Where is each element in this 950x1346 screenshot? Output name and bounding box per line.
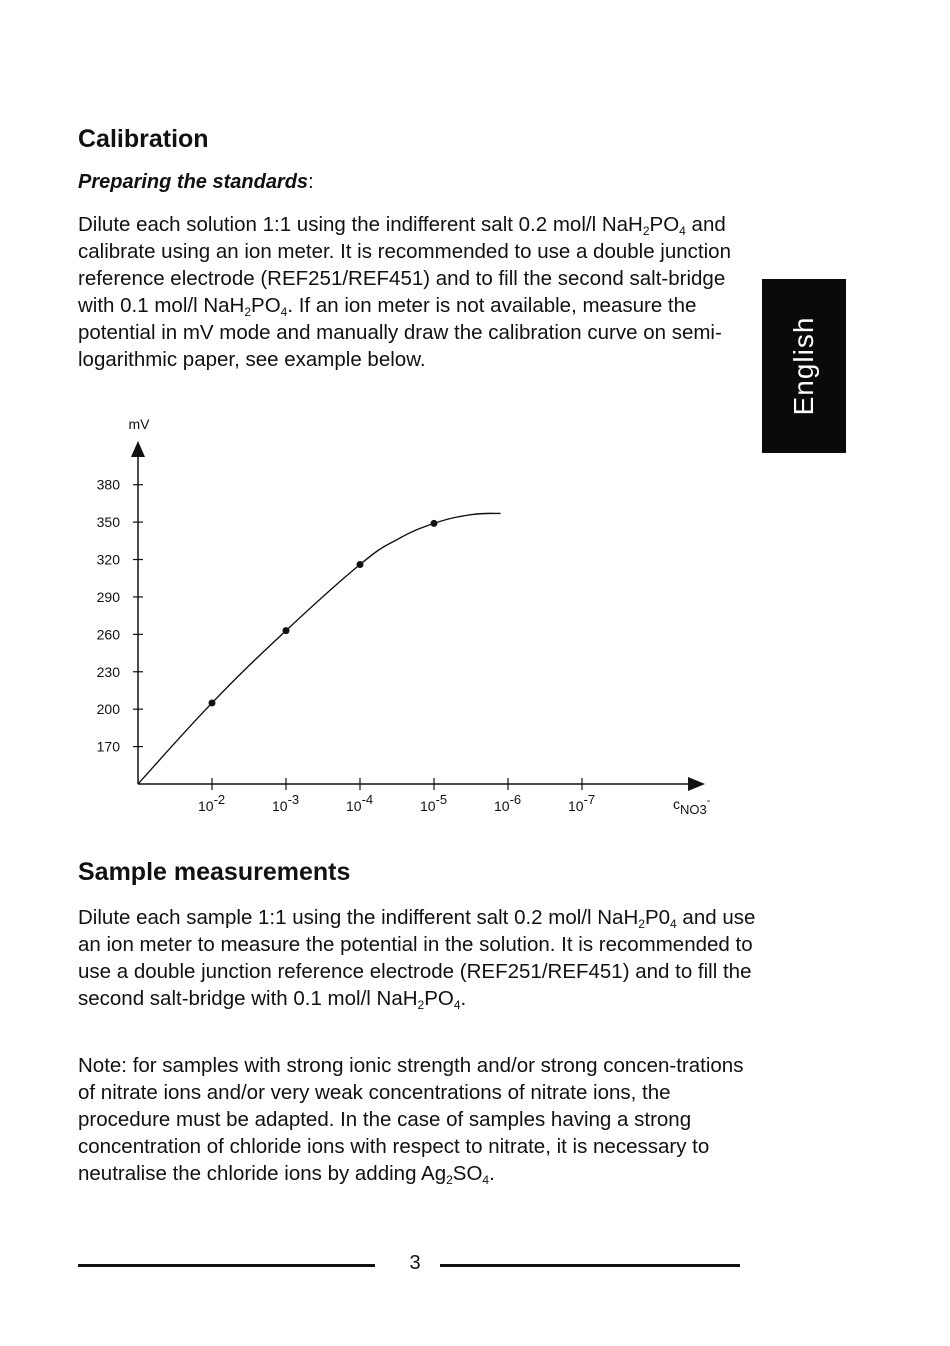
standards-subheading-text: Preparing the standards [78, 171, 309, 193]
x-tick-label: 10-5 [420, 792, 448, 814]
y-tick-label: 200 [96, 701, 120, 718]
x-tick-label: 10-4 [346, 792, 374, 814]
x-axis-label: cNO3- [673, 795, 711, 817]
y-tick-label: 320 [96, 551, 120, 568]
calibration-paragraph: Dilute each solution 1:1 using the indifferent salt 0.2 mol/l $NaH_2PO_4$ and calibrate using an ion meter. It is recommended to use a double junction reference electrode (REF251/REF451) and to fill the second salt-bridge with 0.1 mol/l $NaH_2PO_4$. If an ion meter is not available, measure the potential in mV mode and manually draw the calibration curve on semi-logarithmic paper, see example below. [78, 213, 731, 371]
data-point [357, 561, 364, 568]
subscript: 4 [280, 305, 288, 319]
calibration-heading: Calibration [78, 125, 209, 153]
y-tick-label: 350 [96, 514, 120, 531]
calibration-chart [0, 400, 760, 840]
y-tick-label: 260 [96, 626, 120, 643]
x-tick-label: 10-3 [272, 792, 300, 814]
y-tick-label: 170 [96, 738, 120, 755]
x-tick-label: 10-6 [494, 792, 522, 814]
subscript: 2 [446, 1173, 453, 1187]
subscript: 2 [417, 998, 425, 1012]
y-tick-label: 380 [96, 476, 120, 493]
footer-rule-right [440, 1264, 740, 1267]
x-axis-arrow [688, 777, 705, 791]
subscript: 2 [244, 305, 252, 319]
subscript: 4 [482, 1173, 490, 1187]
language-tab-label: English [788, 316, 819, 416]
subscript: 4 [679, 224, 686, 238]
language-tab [762, 279, 846, 453]
y-axis-label: mV [128, 416, 150, 432]
subscript: 2 [642, 224, 650, 238]
calibration-curve [138, 513, 501, 784]
page-number: 3 [409, 1252, 421, 1274]
standards-subheading [78, 171, 314, 194]
sample-paragraph-2: Note: for samples with strong ionic strength and/or strong concen-trations of nitrate ions and/or very weak concentrations of nitrate ions, the procedure must be adapted. In the case of samples having a strong concentration of chloride ions with respect to nitrate, it is necessary to neutralise the chloride ions by adding $Ag_2SO_4$. [78, 1054, 744, 1187]
standards-subheading-colon: : [308, 171, 314, 193]
x-tick-label: 10-7 [568, 792, 596, 814]
y-tick-label: 290 [96, 588, 120, 605]
subscript: 4 [670, 917, 677, 931]
data-point [431, 520, 438, 527]
x-tick-label: 10-2 [198, 792, 226, 814]
subscript: 4 [453, 998, 461, 1012]
data-point [209, 699, 216, 706]
sample-heading: Sample measurements [78, 858, 351, 886]
y-tick-label: 230 [96, 663, 120, 680]
subscript: 2 [638, 917, 645, 931]
y-axis-arrow [131, 441, 145, 457]
data-point [283, 627, 290, 634]
sample-paragraph-1: Dilute each sample 1:1 using the indifferent salt 0.2 mol/l $NaH_2P0_4$ and use an ion meter to measure the potential in the solution. It is recommended to use a double junction reference electrode (REF251/REF451) and to fill the second salt-bridge with 0.1 mol/l $NaH_2PO_4$. [78, 906, 756, 1012]
